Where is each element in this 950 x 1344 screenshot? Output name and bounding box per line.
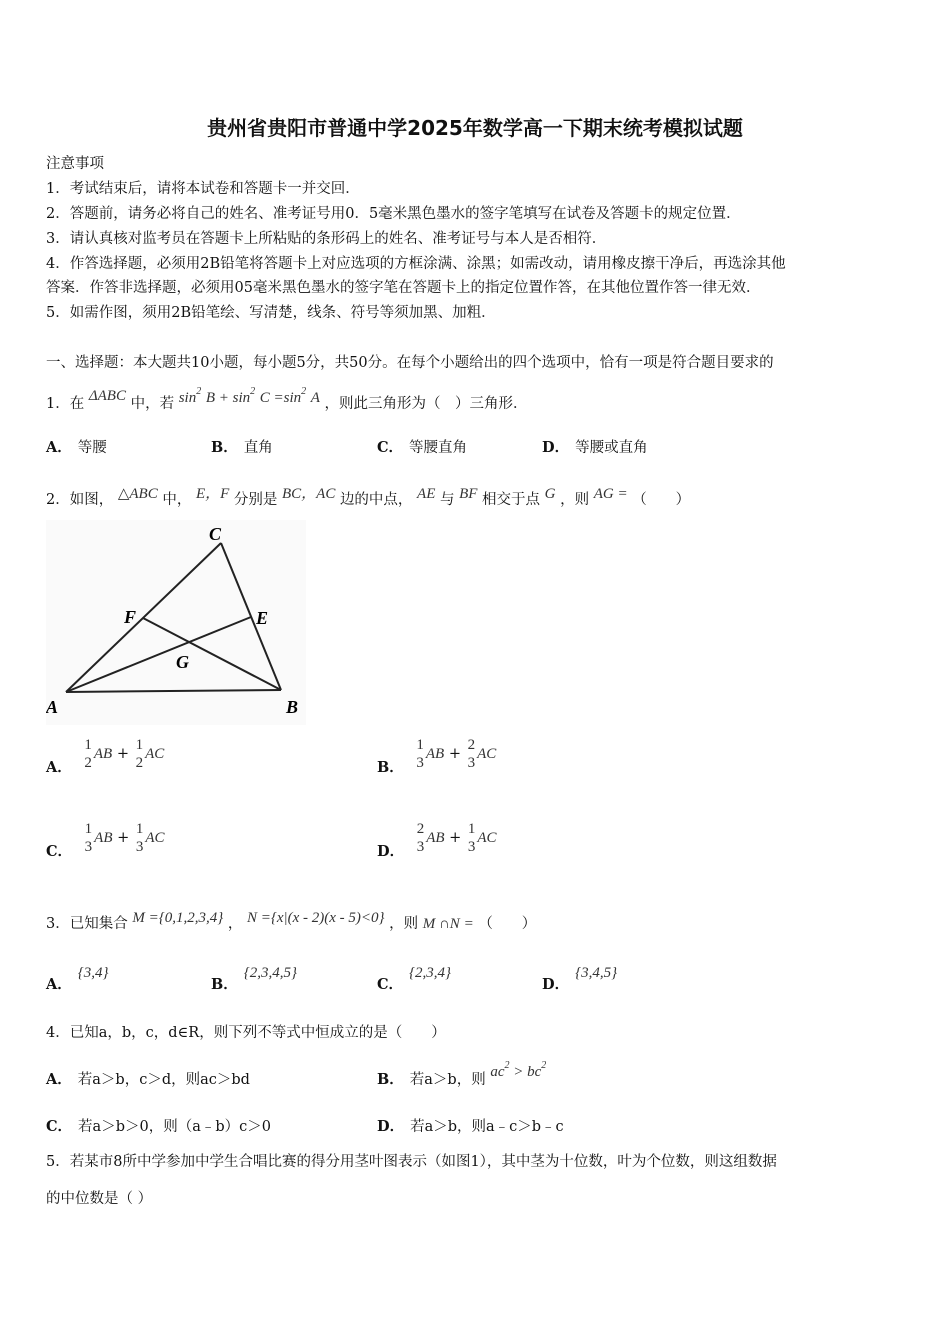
q3-option-d[interactable] [542, 965, 617, 994]
option-text: {3,4,5} [575, 965, 618, 981]
option-expr: ac [490, 1064, 505, 1080]
option-text: 等腰直角 [409, 440, 468, 456]
numerator: 1 [84, 821, 93, 837]
fraction [136, 820, 144, 856]
q1-condition [178, 386, 325, 406]
fraction [417, 820, 425, 856]
option-text: 等腰或直角 [575, 440, 648, 456]
fraction [468, 736, 476, 772]
q4-option-b[interactable] [377, 1060, 546, 1089]
q2-triangle: △ABC [117, 486, 158, 502]
option-label: A． [46, 1071, 72, 1088]
q3-text: ， [227, 916, 243, 932]
option-label: D． [377, 1118, 405, 1135]
q2-option-c[interactable] [46, 820, 165, 861]
denominator: 3 [416, 755, 424, 771]
q2-sides: BC，AC [281, 486, 336, 502]
q2-bf: BF [459, 486, 478, 502]
vector-ab: AB [425, 746, 445, 762]
q2-text: （ ） [632, 492, 691, 508]
section-heading: 一、选择题：本大题共10小题，每小题5分，共50分。在每个小题给出的四个选项中，恰有一项是符合题目要求的 [46, 355, 774, 371]
option-text: {2,3,4} [409, 965, 452, 981]
denominator: 2 [135, 755, 144, 771]
label-c: C [209, 524, 222, 544]
numerator: 2 [416, 821, 425, 837]
notice-item: 2．答题前，请务必将自己的姓名、准考证号用0．5毫米黑色墨水的签字笔填写在试卷及答题卡的规定位置． [46, 206, 741, 222]
q3-text: （ ） [478, 916, 537, 932]
q2-text: 分别是 [233, 492, 278, 508]
vector-ac: AC [477, 746, 497, 762]
q2-g: G [544, 486, 556, 502]
q2-ae: AE [417, 486, 436, 502]
q2-option-a[interactable] [46, 736, 164, 777]
q4-option-c[interactable] [46, 1115, 271, 1136]
option-label: A． [46, 976, 72, 993]
notice-item: 答案．作答非选择题，必须用05毫米黑色墨水的签字笔在答题卡上的指定位置作答，在其他位置作答一律无效． [46, 280, 761, 296]
q3-set-n: N ={x|(x - 2)(x - 5)<0} [246, 910, 385, 926]
q1-option-b[interactable] [211, 436, 273, 457]
q4-option-a[interactable] [46, 1068, 250, 1089]
q1-option-c[interactable] [377, 436, 467, 457]
option-label: B． [211, 976, 238, 993]
notice-heading: 注意事项 [46, 156, 104, 172]
option-expr: > bc [509, 1064, 542, 1080]
option-text: 等腰 [77, 440, 107, 456]
denominator: 3 [84, 839, 93, 855]
q2-text: 中， [162, 492, 192, 508]
question-5: 5．若某市8所中学参加中学生合唱比赛的得分用茎叶图表示（如图1），其中茎为十位数，叶为个位数，则这组数据 [46, 1154, 777, 1170]
option-label: D． [542, 976, 570, 993]
notice-item: 5．如需作图，须用2B铅笔绘、写清楚，线条、符号等须加黑、加粗． [46, 305, 496, 321]
q4-option-d[interactable] [377, 1115, 564, 1136]
plus: + [449, 830, 462, 846]
numerator: 1 [84, 737, 92, 753]
option-label: A． [46, 759, 72, 776]
q2-option-d[interactable] [377, 820, 497, 861]
q2-text: 2．如图， [46, 492, 114, 508]
question-4: 4．已知a，b，c，d∈R，则下列不等式中恒成立的是（ ） [46, 1025, 446, 1041]
q3-option-a[interactable] [46, 965, 109, 994]
fraction [84, 736, 92, 772]
fraction [416, 736, 424, 772]
q1-suffix: ，则此三角形为（ ）三角形． [324, 396, 528, 412]
q3-text: ，则 [389, 916, 419, 932]
option-label: D． [377, 843, 405, 860]
q1-exp: 2 [250, 386, 256, 397]
label-f: F [124, 607, 137, 627]
q3-text: 3．已知集合 [46, 916, 128, 932]
option-text: 若a＞b，则a﹣c＞b﹣c [410, 1119, 564, 1135]
option-label: C． [377, 976, 404, 993]
option-exp: 2 [541, 1060, 547, 1071]
option-label: C． [46, 843, 73, 860]
q1-cond-b: B + sin [205, 390, 251, 406]
triangle-figure [46, 520, 306, 725]
option-text: 若a＞b＞0，则（a﹣b）c＞0 [78, 1119, 271, 1135]
denominator: 2 [84, 755, 92, 771]
q2-text: 相交于点 [482, 492, 541, 508]
option-text: {3,4} [77, 965, 109, 981]
option-text: 若a＞b，则 [409, 1072, 486, 1088]
q1-prefix: 1．在 [46, 396, 85, 412]
q3-option-c[interactable] [377, 965, 451, 994]
numerator: 1 [135, 821, 144, 837]
denominator: 3 [416, 839, 425, 855]
option-text: {2,3,4,5} [243, 965, 298, 981]
q2-points: E，F [195, 486, 230, 502]
option-label: B． [377, 1071, 404, 1088]
vector-ab: AB [93, 746, 113, 762]
q1-exp: 2 [196, 386, 202, 397]
label-b: B [286, 697, 299, 717]
q2-ag: AG = [593, 486, 628, 502]
q3-option-b[interactable] [211, 965, 297, 994]
denominator: 3 [467, 839, 476, 855]
q3-intersection: M ∩N = [422, 916, 474, 932]
numerator: 1 [135, 737, 144, 753]
option-label: C． [46, 1118, 73, 1135]
label-a: A [46, 697, 59, 717]
denominator: 3 [467, 755, 476, 771]
q2-text: ，则 [560, 492, 590, 508]
denominator: 3 [135, 839, 144, 855]
vector-ab: AB [94, 830, 113, 846]
label-e: E [256, 608, 269, 628]
question-1 [46, 386, 528, 413]
question-2 [46, 482, 690, 509]
option-label: C． [377, 439, 404, 456]
option-text: 若a＞b，c＞d，则ac＞bd [77, 1072, 250, 1088]
notice-item: 4．作答选择题，必须用2B铅笔将答题卡上对应选项的方框涂满、涂黑；如需改动，请用橡皮擦干净后，再选涂其他 [46, 256, 786, 272]
option-label: B． [377, 759, 404, 776]
fraction [136, 736, 144, 772]
q2-option-b[interactable] [377, 736, 496, 777]
option-label: D． [542, 439, 570, 456]
q2-text: 与 [439, 492, 455, 508]
fraction [85, 820, 93, 856]
option-text: 直角 [243, 440, 273, 456]
question-5-cont: 的中位数是（ ） [46, 1191, 153, 1207]
q1-option-d[interactable] [542, 436, 648, 457]
plus: + [117, 830, 130, 846]
page-title: 贵州省贵阳市普通中学2025年数学高一下期末统考模拟试题 [207, 116, 743, 140]
option-label: B． [211, 439, 238, 456]
fraction [468, 820, 476, 856]
vector-ab: AB [426, 830, 445, 846]
q1-mid: 中，若 [130, 396, 175, 412]
notice-item: 3．请认真核对监考员在答题卡上所粘贴的条形码上的姓名、准考证号与本人是否相符． [46, 231, 607, 247]
vector-ac: AC [145, 746, 165, 762]
q1-cond-a: sin [178, 390, 197, 406]
question-3 [46, 910, 536, 933]
q3-set-m: M ={0,1,2,3,4} [132, 910, 224, 926]
notice-item: 1．考试结束后，请将本试卷和答题卡一并交回． [46, 181, 360, 197]
vector-ac: AC [477, 830, 497, 846]
numerator: 2 [467, 737, 476, 753]
option-exp: 2 [504, 1060, 510, 1071]
numerator: 1 [467, 821, 476, 837]
vector-ac: AC [145, 830, 165, 846]
q1-cond-c: C =sin [259, 390, 302, 406]
q1-triangle: ΔABC [88, 388, 126, 404]
numerator: 1 [416, 737, 424, 753]
q1-option-a[interactable] [46, 436, 107, 457]
q2-text: 边的中点， [339, 492, 413, 508]
plus: + [116, 746, 129, 762]
q1-cond-d: A [310, 390, 320, 406]
plus: + [448, 746, 461, 762]
label-g: G [176, 652, 189, 672]
option-label: A． [46, 439, 72, 456]
q1-exp: 2 [301, 386, 307, 397]
